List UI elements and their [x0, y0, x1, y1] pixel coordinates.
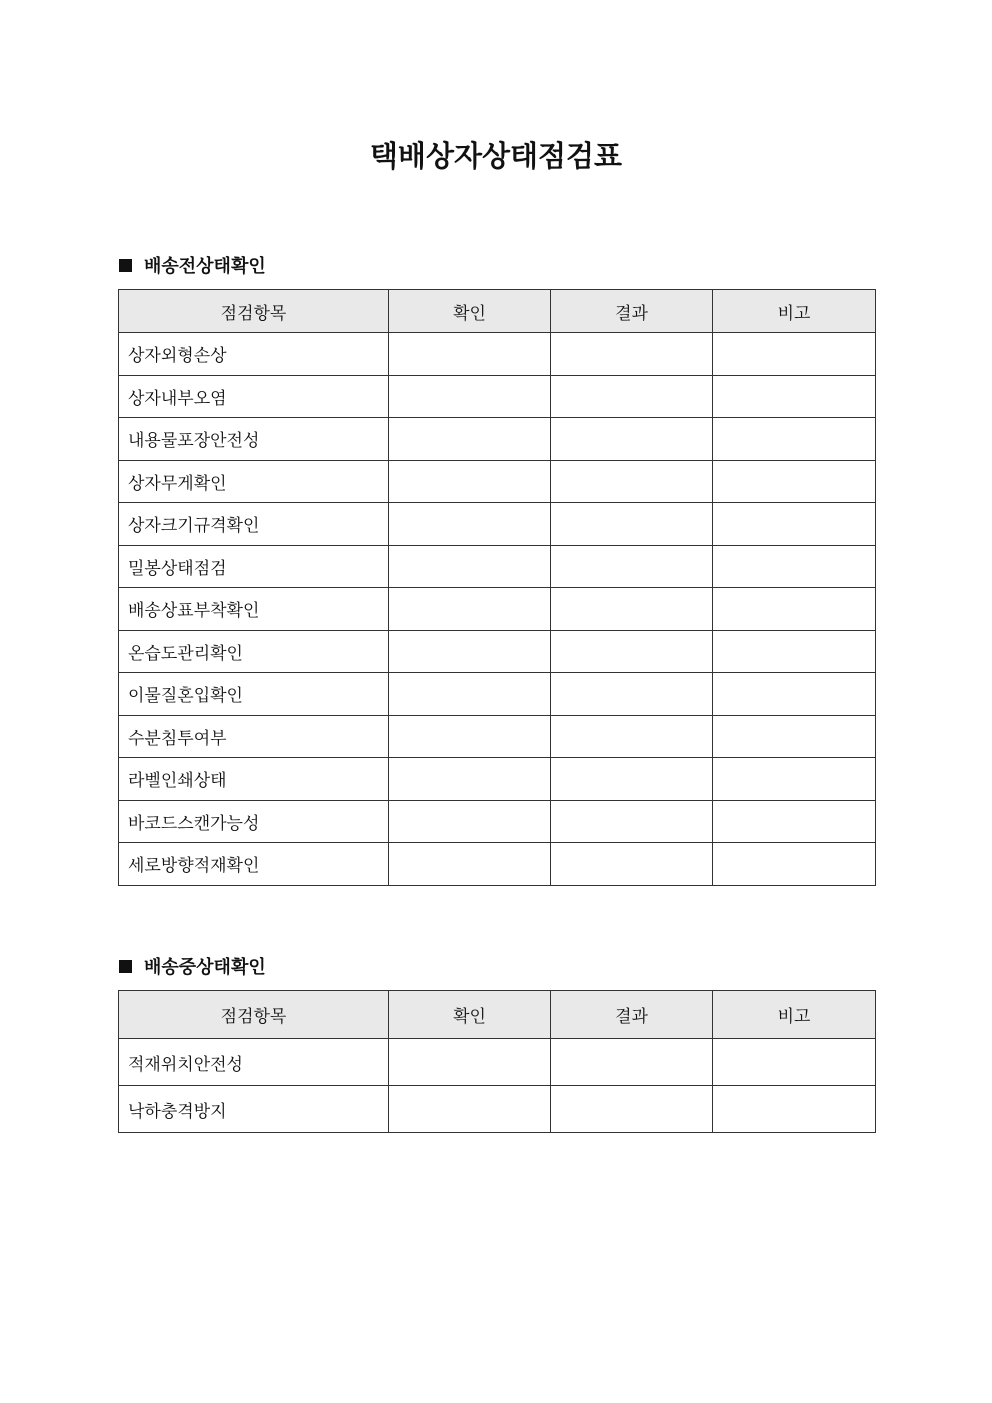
item-cell: 내용물포장안전성	[119, 418, 389, 461]
check-cell[interactable]	[389, 333, 551, 376]
result-cell[interactable]	[551, 1086, 713, 1133]
note-cell[interactable]	[713, 1086, 876, 1133]
table-row	[119, 418, 876, 461]
check-cell[interactable]	[389, 630, 551, 673]
check-cell[interactable]	[389, 588, 551, 631]
note-cell[interactable]	[713, 460, 876, 503]
note-cell[interactable]	[713, 375, 876, 418]
result-cell[interactable]	[551, 545, 713, 588]
column-header-note: 비고	[713, 290, 876, 333]
table-row	[119, 1039, 876, 1086]
column-header-item: 점검항목	[119, 991, 389, 1039]
check-cell[interactable]	[389, 800, 551, 843]
column-header-check: 확인	[389, 991, 551, 1039]
black-square-icon	[119, 259, 132, 272]
result-cell[interactable]	[551, 630, 713, 673]
item-cell: 적재위치안전성	[119, 1039, 389, 1086]
checklist-table-before-delivery	[118, 289, 876, 886]
checklist-table-during-delivery	[118, 990, 876, 1133]
check-cell[interactable]	[389, 418, 551, 461]
column-header-result: 결과	[551, 290, 713, 333]
result-cell[interactable]	[551, 460, 713, 503]
result-cell[interactable]	[551, 375, 713, 418]
item-cell: 수분침투여부	[119, 715, 389, 758]
table-row	[119, 503, 876, 546]
note-cell[interactable]	[713, 630, 876, 673]
note-cell[interactable]	[713, 588, 876, 631]
column-header-note: 비고	[713, 991, 876, 1039]
item-cell: 상자크기규격확인	[119, 503, 389, 546]
check-cell[interactable]	[389, 673, 551, 716]
result-cell[interactable]	[551, 715, 713, 758]
item-cell: 이물질혼입확인	[119, 673, 389, 716]
result-cell[interactable]	[551, 800, 713, 843]
section-heading-label: 배송중상태확인	[144, 957, 266, 978]
column-header-result: 결과	[551, 991, 713, 1039]
table-row	[119, 630, 876, 673]
result-cell[interactable]	[551, 673, 713, 716]
check-cell[interactable]	[389, 503, 551, 546]
check-cell[interactable]	[389, 715, 551, 758]
table-row	[119, 800, 876, 843]
item-cell: 낙하충격방지	[119, 1086, 389, 1133]
note-cell[interactable]	[713, 800, 876, 843]
note-cell[interactable]	[713, 715, 876, 758]
item-cell: 상자내부오염	[119, 375, 389, 418]
note-cell[interactable]	[713, 503, 876, 546]
table-row	[119, 375, 876, 418]
table-header-row	[119, 290, 876, 333]
note-cell[interactable]	[713, 758, 876, 801]
item-cell: 상자외형손상	[119, 333, 389, 376]
column-header-item: 점검항목	[119, 290, 389, 333]
result-cell[interactable]	[551, 1039, 713, 1086]
note-cell[interactable]	[713, 418, 876, 461]
page-title: 택배상자상태점검표	[369, 139, 623, 173]
table-row	[119, 1086, 876, 1133]
item-cell: 라벨인쇄상태	[119, 758, 389, 801]
table-row	[119, 673, 876, 716]
column-header-check: 확인	[389, 290, 551, 333]
note-cell[interactable]	[713, 843, 876, 886]
result-cell[interactable]	[551, 758, 713, 801]
table-row	[119, 460, 876, 503]
table-row	[119, 758, 876, 801]
item-cell: 배송상표부착확인	[119, 588, 389, 631]
check-cell[interactable]	[389, 1086, 551, 1133]
note-cell[interactable]	[713, 673, 876, 716]
result-cell[interactable]	[551, 503, 713, 546]
table-row	[119, 545, 876, 588]
check-cell[interactable]	[389, 545, 551, 588]
section-heading-before-delivery	[119, 253, 266, 277]
check-cell[interactable]	[389, 843, 551, 886]
note-cell[interactable]	[713, 1039, 876, 1086]
note-cell[interactable]	[713, 545, 876, 588]
table-row	[119, 843, 876, 886]
check-cell[interactable]	[389, 1039, 551, 1086]
item-cell: 세로방향적재확인	[119, 843, 389, 886]
table-header-row	[119, 991, 876, 1039]
item-cell: 밀봉상태점검	[119, 545, 389, 588]
black-square-icon	[119, 960, 132, 973]
section-heading-label: 배송전상태확인	[144, 256, 266, 277]
result-cell[interactable]	[551, 843, 713, 886]
check-cell[interactable]	[389, 375, 551, 418]
section-heading-during-delivery	[119, 954, 266, 978]
item-cell: 온습도관리확인	[119, 630, 389, 673]
note-cell[interactable]	[713, 333, 876, 376]
result-cell[interactable]	[551, 588, 713, 631]
result-cell[interactable]	[551, 333, 713, 376]
check-cell[interactable]	[389, 758, 551, 801]
table-row	[119, 333, 876, 376]
item-cell: 바코드스캔가능성	[119, 800, 389, 843]
check-cell[interactable]	[389, 460, 551, 503]
table-row	[119, 715, 876, 758]
result-cell[interactable]	[551, 418, 713, 461]
table-row	[119, 588, 876, 631]
item-cell: 상자무게확인	[119, 460, 389, 503]
